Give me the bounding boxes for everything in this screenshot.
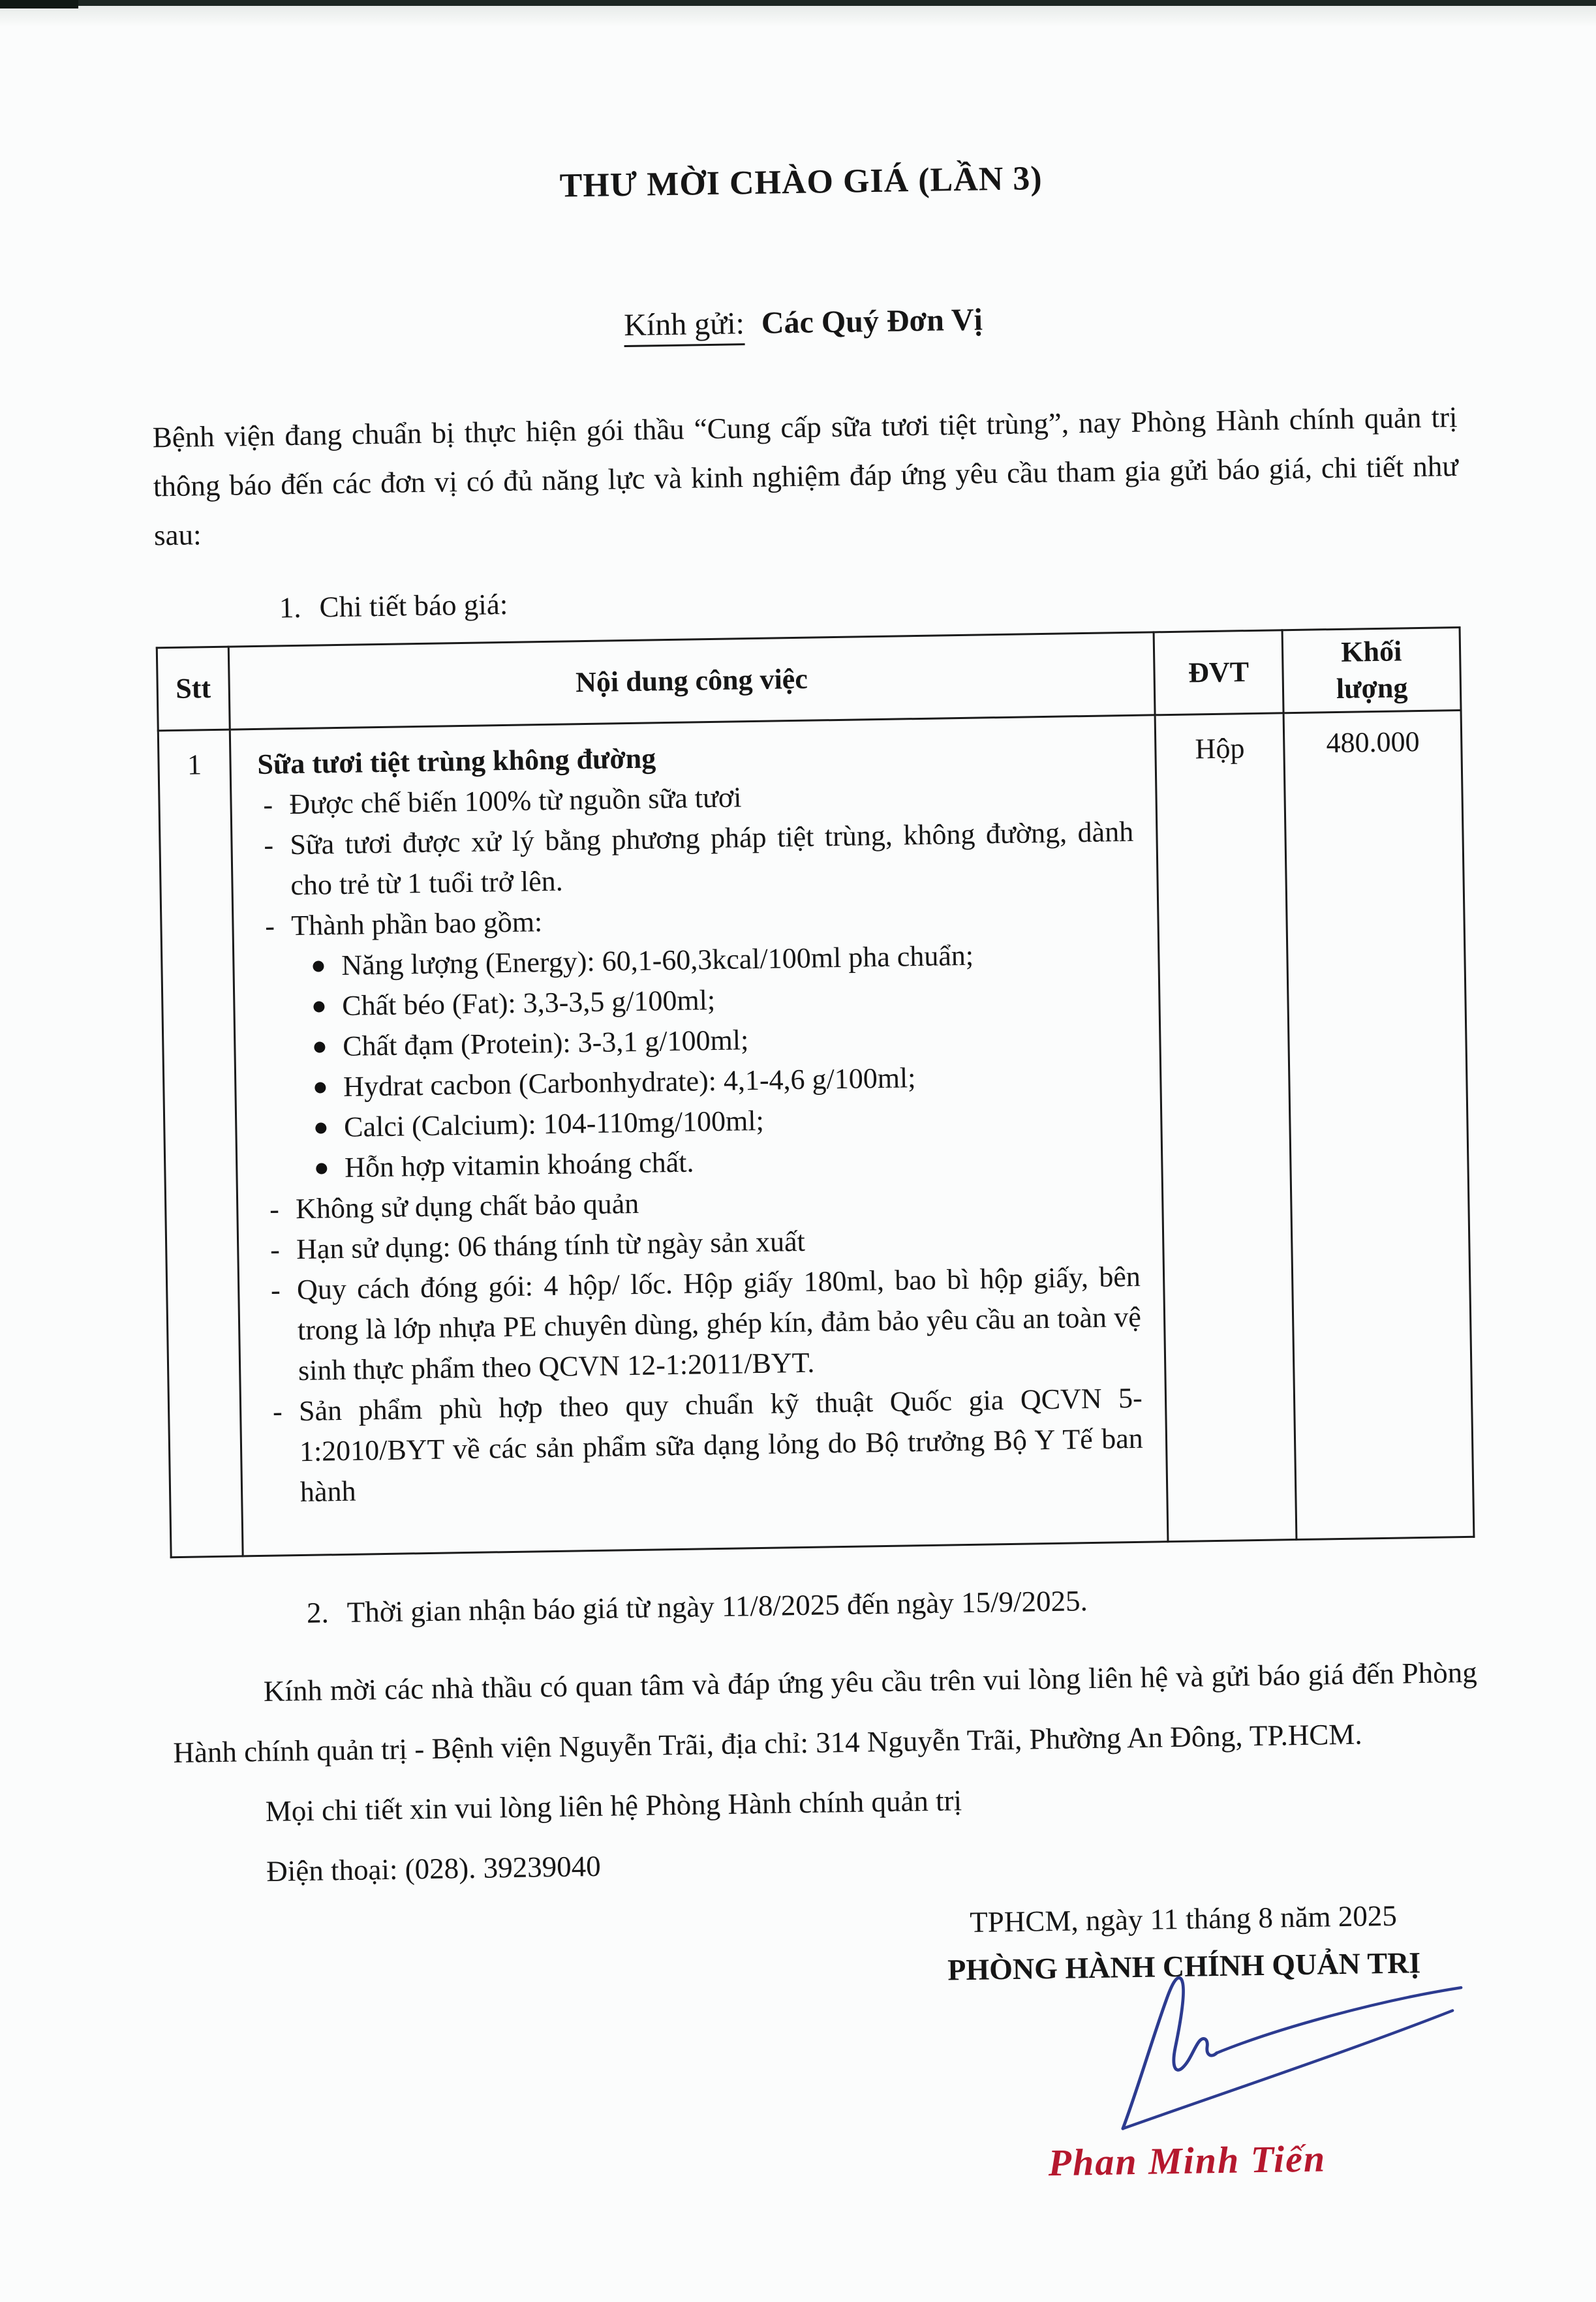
spec-item: - Quy cách đóng gói: 4 hộp/ lốc. Hộp giấy 180ml, bao bì hộp giấy, bên trong là lớp nhựa PE chuyên dùng, ghép kín, đảm bảo yêu cầu an toàn vệ sinh thực phẩm theo QCVN 12-1:2011/BYT. (266, 1257, 1143, 1392)
section-2-text: Thời gian nhận báo giá từ ngày 11/8/2025 đến ngày 15/9/2025. (346, 1584, 1088, 1629)
section-1-label: Chi tiết báo giá: (319, 587, 508, 624)
intro-paragraph: Bệnh viện đang chuẩn bị thực hiện gói thầu “Cung cấp sữa tươi tiệt trùng”, nay Phòng Hành chính quản trị thông báo đến các đơn vị có đủ năng lực và kinh nghiệm đáp ứng yêu cầu tham gia gửi báo giá, chi tiết như sau: (152, 401, 1459, 552)
spec-dash-list-2 (264, 1176, 1144, 1513)
unit-cell: Hộp (1155, 713, 1297, 1542)
spec-item: - Sản phẩm phù hợp theo quy chuẩn kỹ thuật Quốc gia QCVN 5-1:2010/BYT về các sản phẩm sữa dạng lỏng do Bộ trưởng Bộ Y Tế ban hành (268, 1378, 1144, 1513)
salutation-recipient: Các Quý Đơn Vị (761, 302, 983, 341)
quantity-cell: 480.000 (1283, 710, 1473, 1539)
department-name: PHÒNG HÀNH CHÍNH QUẢN TRỊ (947, 1946, 1421, 1987)
page-title: THƯ MỜI CHÀO GIÁ (LẦN 3) (559, 159, 1043, 205)
section-2-line (171, 1574, 1477, 1635)
spec-item: Calci (Calcium): 104-110mg/100ml; (263, 1095, 1139, 1149)
scan-corner-artifact (0, 0, 78, 8)
section-1-heading (155, 569, 1460, 630)
col-header-quantity-text: Khối lượng (1336, 635, 1408, 705)
col-header-work: Nội dung công việc (228, 632, 1155, 729)
spec-bullet-list (260, 933, 1139, 1189)
closing-block (172, 1642, 1481, 1903)
section-2-number: 2. (306, 1596, 330, 1629)
signer-name: Phan Minh Tiến (1048, 2137, 1327, 2185)
col-header-stt: Stt (157, 647, 230, 731)
spec-item: Chất đạm (Protein): 3-3,1 g/100ml; (262, 1014, 1137, 1068)
salutation-line (151, 294, 1456, 350)
col-header-quantity (1282, 627, 1461, 713)
row-number-cell: 1 (158, 729, 243, 1558)
quotation-table (156, 626, 1475, 1558)
table-row (158, 710, 1474, 1557)
spec-item: - Không sử dụng chất bảo quản (264, 1176, 1140, 1230)
place-date-line: TPHCM, ngày 11 tháng 8 năm 2025 (969, 1899, 1398, 1939)
spec-item: Hỗn hợp vitamin khoáng chất. (264, 1135, 1139, 1189)
spec-item: Năng lượng (Energy): 60,1-60,3kcal/100ml pha chuẩn; (260, 933, 1136, 987)
spec-item: - Hạn sử dụng: 06 tháng tính từ ngày sản xuất (265, 1216, 1141, 1270)
handwritten-signature (1080, 1965, 1487, 2149)
spec-item: - Sữa tươi được xử lý bằng phương pháp tiệt trùng, không đường, dành cho trẻ từ 1 tuổi trở lên. (258, 812, 1135, 906)
closing-paragraph-1: Kính mời các nhà thầu có quan tâm và đáp ứng yêu cầu trên vui lòng liên hệ và gửi báo giá đến Phòng Hành chính quản trị - Bệnh viện Nguyễn Trãi, địa chỉ: 314 Nguyễn Trãi, Phường An Đông, TP.HCM. (172, 1655, 1478, 1770)
col-header-unit: ĐVT (1154, 630, 1284, 715)
signature-ink (1080, 1965, 1487, 2149)
spec-item: Chất béo (Fat): 3,3-3,5 g/100ml; (261, 974, 1137, 1028)
work-description-cell (230, 715, 1168, 1556)
spec-item: - Được chế biến 100% từ nguồn sữa tươi (258, 771, 1133, 825)
spec-dash-list-1 (258, 771, 1135, 947)
closing-phone-line: Điện thoại: (028). 39239040 (266, 1849, 602, 1888)
section-1-number: 1. (279, 591, 301, 624)
closing-paragraph-2: Mọi chi tiết xin vui lòng liên hệ Phòng Hành chính quản trị (265, 1784, 962, 1828)
signature-block (883, 1892, 1488, 2187)
spec-item: Hydrat cacbon (Carbonhydrate): 4,1-4,6 g/100ml; (262, 1054, 1138, 1109)
item-title: Sữa tươi tiệt trùng không đường (257, 742, 656, 780)
salutation-label: Kính gửi: (624, 306, 745, 347)
spec-item: - Thành phần bao gồm: (260, 893, 1135, 947)
